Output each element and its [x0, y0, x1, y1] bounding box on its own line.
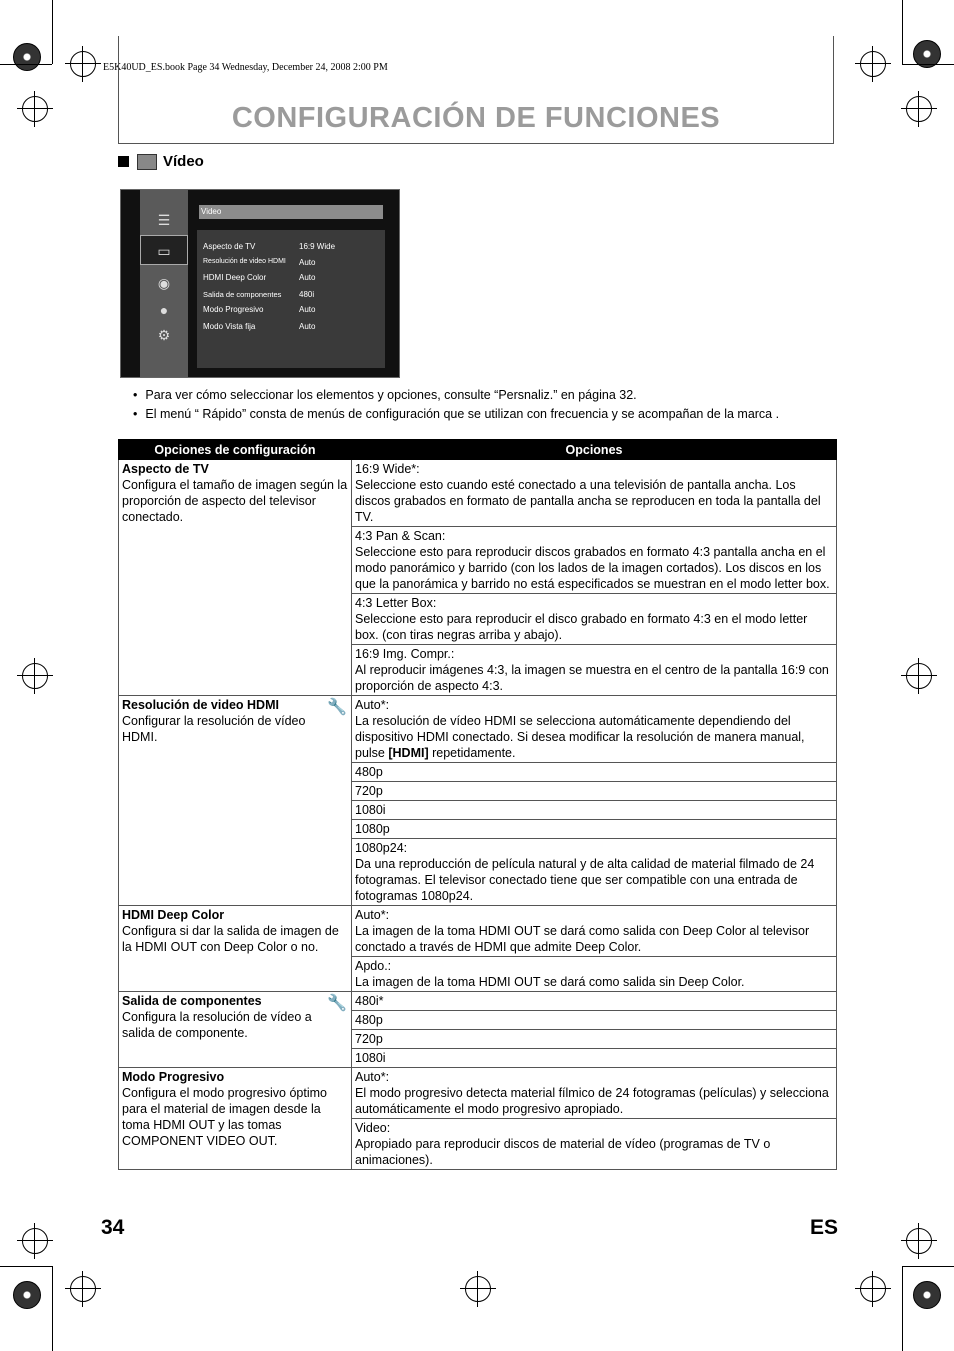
setting-cell [119, 1068, 352, 1170]
page-title: CONFIGURACIÓN DE FUNCIONES [231, 102, 721, 134]
tv-icon [137, 154, 157, 170]
crosshair-mark [906, 1228, 932, 1254]
tv-icon: ▭ [140, 235, 188, 265]
option-cell: Apdo.: La imagen de la toma HDMI OUT se dará como salida sin Deep Color. [352, 957, 837, 992]
option-cell: Auto*: La resolución de vídeo HDMI se selecciona automáticamente dependiendo del dispositivo HDMI conectado. Si desea modificar la resolución de manera manual, pulse [HDMI] repetidamente. [352, 696, 837, 763]
note-item: • Para ver cómo seleccionar los elementos y opciones, consulte “Persnaliz.” en página 32. [133, 386, 779, 405]
crop-line [902, 64, 954, 65]
crosshair-mark [22, 1228, 48, 1254]
setting-description: Configura la resolución de vídeo a salida de componente. [122, 1010, 312, 1040]
column-header: Opciones de configuración [119, 440, 352, 460]
page-number: 34 [101, 1216, 125, 1239]
crosshair-mark [22, 663, 48, 689]
option-cell: 16:9 Img. Compr.: Al reproducir imágenes 4:3, la imagen se muestra en el centro de la pantalla 16:9 con proporción de aspecto 4:3. [352, 645, 837, 696]
option-cell: Auto*: La imagen de la toma HDMI OUT se dará como salida con Deep Color al televisor conctado a través de HDMI que admite Deep Color. [352, 906, 837, 957]
section-title: Vídeo [163, 153, 204, 170]
setting-cell [119, 460, 352, 696]
option-cell: 1080p [352, 820, 837, 839]
crop-line [52, 1266, 53, 1351]
setting-description: Configura el modo progresivo óptimo para el material de imagen desde la toma HDMI OUT y las tomas COMPONENT VIDEO OUT. [122, 1086, 327, 1148]
osd-sidebar [140, 190, 188, 377]
crop-line [902, 0, 903, 64]
column-header: Opciones [352, 440, 837, 460]
gear-icon: ⚙ [157, 327, 171, 343]
option-cell: 4:3 Pan & Scan: Seleccione esto para reproducir discos grabados en formato 4:3 pantalla ancha en el modo panorámico y barrido (con los lados de la imagen cortados). Los discos en los que la panorámica y barrido no está especificados se muestran en el modo letter box. [352, 527, 837, 594]
registration-disc [13, 1281, 41, 1309]
option-cell: 720p [352, 782, 837, 801]
option-cell: 16:9 Wide*: Seleccione esto cuando esté conectado a una televisión de pantalla ancha. Los discos grabados en formato de pantalla ancha se reproducen en toda la pantalla del TV. [352, 460, 837, 527]
setting-name: Aspecto de TV [122, 462, 209, 476]
setting-cell [119, 906, 352, 992]
setting-name: Salida de componentes [122, 994, 262, 1008]
settings-table [118, 439, 837, 1170]
table-row [119, 1068, 837, 1119]
wrench-icon: 🔧 [327, 995, 347, 1012]
crosshair-mark [906, 663, 932, 689]
crop-line [902, 1266, 903, 1351]
crop-line [902, 1266, 954, 1267]
table-row [119, 906, 837, 957]
crosshair-mark [906, 96, 932, 122]
square-bullet-icon [118, 156, 129, 167]
option-cell: 4:3 Letter Box: Seleccione esto para reproducir el disco grabado en formato 4:3 en el modo letter box. (con tiras negras arriba y abajo). [352, 594, 837, 645]
crop-line [0, 1266, 52, 1267]
osd-panel: Aspecto de TV 16:9 Wide Resolución de video HDMI Auto HDMI Deep Color Auto Salida de componentes 480i Modo Progresivo Auto Modo Vista fija Auto [197, 230, 385, 368]
setting-description: Configura el tamaño de imagen según la proporción de aspecto del televisor conectado. [122, 478, 348, 524]
crosshair-mark [860, 1276, 886, 1302]
setting-cell [119, 992, 352, 1068]
option-cell: 480i* [352, 992, 837, 1011]
crosshair-mark [22, 96, 48, 122]
setting-name: Resolución de video HDMI [122, 698, 279, 712]
option-cell: 1080i [352, 801, 837, 820]
lock-icon: ● [159, 302, 169, 318]
setting-description: Configura si dar la salida de imagen de la HDMI OUT con Deep Color o no. [122, 924, 339, 954]
registration-disc [913, 1281, 941, 1309]
section-heading [118, 153, 204, 170]
speaker-icon: ◉ [157, 275, 171, 291]
crop-line [0, 64, 52, 65]
option-cell: 480p [352, 1011, 837, 1030]
option-cell: 1080i [352, 1049, 837, 1068]
table-row [119, 460, 837, 527]
list-icon: ☰ [157, 212, 171, 228]
crop-line [52, 0, 53, 64]
table-row [119, 696, 837, 763]
option-cell: Auto*: El modo progresivo detecta material fílmico de 24 fotogramas (películas) y selecciona automáticamente el modo progresivo apropiado. [352, 1068, 837, 1119]
setting-cell [119, 696, 352, 906]
table-row [119, 992, 837, 1011]
setting-description: Configurar la resolución de vídeo HDMI. [122, 714, 306, 744]
osd-header: Video [199, 205, 383, 219]
notes-list [133, 386, 779, 424]
crosshair-mark [70, 1276, 96, 1302]
setting-name: Modo Progresivo [122, 1070, 225, 1084]
crosshair-mark [70, 51, 96, 77]
option-cell: 480p [352, 763, 837, 782]
option-cell: Video: Apropiado para reproducir discos de material de vídeo (programas de TV o animaciones). [352, 1119, 837, 1170]
note-item: • El menú “ Rápido” consta de menús de configuración que se utilizan con frecuencia y se acompañan de la marca . [133, 405, 779, 424]
file-header: E5K40UD_ES.book Page 34 Wednesday, December 24, 2008 2:00 PM [103, 62, 388, 73]
language-code: ES [810, 1216, 839, 1239]
crosshair-mark [465, 1276, 491, 1302]
setting-name: HDMI Deep Color [122, 908, 225, 922]
crosshair-mark [860, 51, 886, 77]
option-cell: 720p [352, 1030, 837, 1049]
registration-disc [13, 43, 41, 71]
option-cell: 1080p24: Da una reproducción de película natural y de alta calidad de material filmado de 24 fotogramas. El televisor conectado tiene que ser compatible con una entrada de fotogramas 1080p24. [352, 839, 837, 906]
wrench-icon: 🔧 [327, 699, 347, 716]
